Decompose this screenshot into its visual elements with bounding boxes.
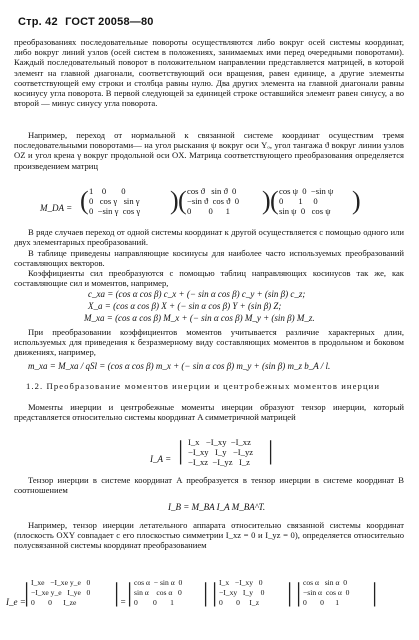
page-header <box>18 16 158 28</box>
paragraph-rotations: преобразованиях последовательные повороты осуществляются либо вокруг осей системы координат, либо вокруг линий узлов (осей систем в положениях, занимаемых ими перед очередными поворотами). Каждый последовательный поворот в положительном направлении представляется матрицей, в которой элемент на главной диагонали, соответствующий оси вращения, равен единице, а другие элементы соответствующей ему строки и столбца равны нулю. Два других элемента на главной диагонали равны косинусу угла поворота. В первой следующей за единицей строке оставшийся элемент равен синусу, а во второй — минус синусу угла поворота. <box>14 37 404 109</box>
matrix-inertia-body: I_x −I_xy 0 −I_xy I_y 0 0 0 I_z <box>219 578 265 608</box>
matrix-inertia-e: I_xe −I_xe y_e 0 −I_xe y_e I_ye 0 0 0 I_ze <box>31 578 91 608</box>
bracket: | <box>114 578 120 607</box>
eq-moment-coef: m_xa = M_xa / qSl = (cos α cos β) m_x + (− sin α cos β) m_y + (sin β) m_z b_A / l. <box>28 361 331 371</box>
bracket: | <box>24 578 30 607</box>
eq-force: X_a = (cos α cos β) X + (− sin α cos β) Y + (sin β) Z; <box>88 301 282 311</box>
eq-force-coef: c_xa = (cos α cos β) c_x + (− sin α cos β) c_y + (sin β) c_z; <box>88 289 306 299</box>
page-number: Стр. 42 <box>18 16 58 28</box>
eq-inertia-b: I_B = M_BA I_A M_BA^T. <box>168 502 266 512</box>
bracket: ) <box>352 186 361 215</box>
paragraph-table: В таблице приведены направляющие косинусы для наиболее часто используемых преобразований составляющих векторов. <box>14 248 404 269</box>
equals-sign: = <box>120 597 127 607</box>
bracket: | <box>212 578 218 607</box>
ie-label: I_e = <box>6 597 26 607</box>
bracket: | <box>268 436 274 465</box>
section-heading: 1.2. Преобразование моментов инерции и центробежных моментов инерции <box>26 381 381 391</box>
paragraph-transform: Тензор инерции в системе координат A преобразуется в тензор инерции в системе координат B соотношением <box>14 475 404 496</box>
matrix-gamma: 1 0 0 0 cos γ sin γ 0 −sin γ cos γ <box>89 186 141 217</box>
eq-moment: M_xa = (cos α cos β) M_x + (− sin α cos β) M_y + (sin β) M_z. <box>84 313 315 323</box>
ia-label: I_A = <box>150 454 172 464</box>
bracket: ( <box>80 186 89 215</box>
matrix-rotation-alpha: cos α − sin α 0 sin α cos α 0 0 0 1 <box>134 578 183 608</box>
paragraph-inertia-tensor: Моменты инерции и центробежные моменты инерции образуют тензор инерции, который представляется относительно системы координат A симметричной матрицей <box>14 402 404 423</box>
bracket: ) <box>262 186 271 215</box>
bracket: | <box>287 578 293 607</box>
bracket: ( <box>270 186 279 215</box>
paragraph-moment-coefficients: При преобразовании коэффициентов моментов учитывается различие характерных длин, используемых для приведения к безразмерному виду составляющих моментов в продольном и боковом движениях, например, <box>14 327 404 358</box>
paragraph-transitions: В ряде случаев переход от одной системы координат к другой осуществляется с помощью одного или двух элементарных преобразований. <box>14 227 404 248</box>
matrix-theta: cos ϑ sin ϑ 0 −sin ϑ cos ϑ 0 0 0 1 <box>187 186 240 217</box>
mda-label: M_DA = <box>40 203 73 213</box>
matrix-inertia-a: I_x −I_xy −I_xz −I_xy I_y −I_yz −I_xz −I_yz I_z <box>188 437 254 468</box>
matrix-psi: cos ψ 0 −sin ψ 0 1 0 sin ψ 0 cos ψ <box>279 186 334 217</box>
bracket: ) <box>170 186 179 215</box>
paragraph-example: Например, переход от нормальной к связанной системе координат осуществим тремя последовательными поворотами— на угол рыскания ψ вокруг оси Yₒ, угол тангажа ϑ вокруг линии узлов OZ и угол крена γ вокруг продольной оси OX. Матрица соответствующего преобразования определяется произведением матриц <box>14 130 404 171</box>
matrix-rotation-alpha-transposed: cos α sin α 0 −sin α cos α 0 0 0 1 <box>303 578 350 608</box>
bracket: ( <box>178 186 187 215</box>
bracket: | <box>372 578 378 607</box>
bracket: | <box>127 578 133 607</box>
standard-code: ГОСТ 20058—80 <box>65 16 154 28</box>
bracket: | <box>203 578 209 607</box>
paragraph-coefficients: Коэффициенты сил преобразуются с помощью таблиц направляющих косинусов так же, как составляющие сил и моментов, например, <box>14 268 404 289</box>
bracket: | <box>296 578 302 607</box>
paragraph-example-aircraft: Например, тензор инерции летательного аппарата относительно связанной системы координат (плоскость OXY совпадает с его плоскостью симметрии I_xz = 0 и I_yz = 0), определяется относительно полусвязанной системы координат преобразованием <box>14 520 404 551</box>
bracket: | <box>178 436 184 465</box>
